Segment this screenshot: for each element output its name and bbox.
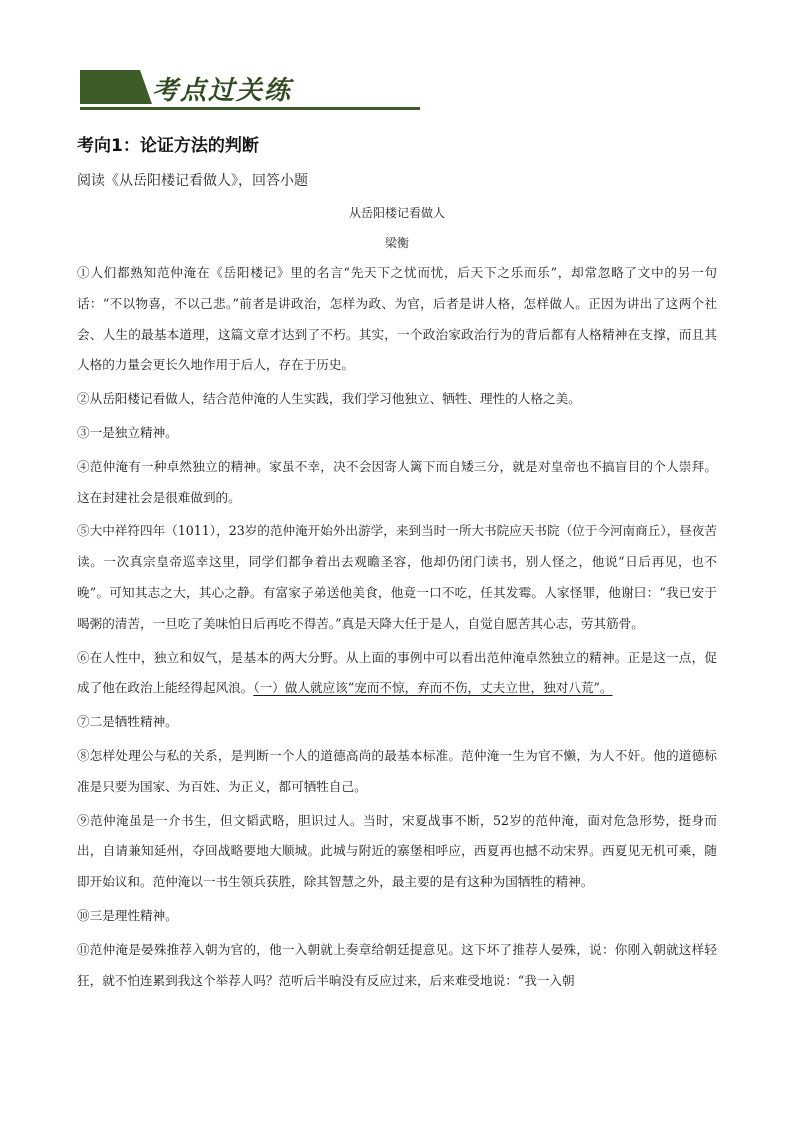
- article-title: 从岳阳楼记看做人: [348, 206, 445, 220]
- paragraph-2: ②从岳阳楼记看做人，结合范仲淹的人生实践，我们学习他独立、牺牲、理性的人格之美。: [77, 391, 581, 407]
- paragraph-3: ③一是独立精神。: [77, 424, 178, 440]
- paragraph-7: ⑦二是牺牲精神。: [77, 714, 178, 730]
- section-heading: 考向1：论证方法的判断: [77, 136, 259, 156]
- paragraph-6: [77, 643, 717, 705]
- banner-ribbon: [80, 70, 152, 104]
- paragraph-10: ⑩三是理性精神。: [77, 907, 178, 923]
- banner-title: 考点过关练: [152, 76, 293, 106]
- paragraph-6-underlined: （一）做人就应该“宠而不惊，弃而不伤，丈夫立世，独对八荒”。: [253, 680, 613, 696]
- paragraph-5: ⑤大中祥符四年（1011），23岁的范仲淹开始外出游学，来到当时一所大书院应天书院（位于今河南商丘），昼夜苦读。一次真宗皇帝巡幸这里，同学们都争着出去观瞻圣容，他却仍闭门读书，别人怪之，他说“日后再见，也不晚”。可知其志之大，其心之静。有富家子弟送他美食，他竟一口不吃，任其发霉。人家怪罪，他谢曰：“我已安于喝粥的清苦，一旦吃了美味怕日后再吃不得苦。”真是天降大任于是人，自觉自愿苦其心志，劳其筋骨。: [77, 523, 717, 631]
- banner-underline: [80, 107, 420, 110]
- article-author: 梁衡: [384, 236, 409, 250]
- paragraph-4: ④范仲淹有一种卓然独立的精神。家虽不幸，决不会因寄人篱下而自矮三分，就是对皇帝也不搞盲目的个人崇拜。这在封建社会是很难做到的。: [77, 458, 717, 505]
- paragraph-9: ⑨范仲淹虽是一介书生，但文韬武略，胆识过人。当时，宋夏战事不断，52岁的范仲淹，面对危急形势，挺身而出，自请兼知延州，夺回战略要地大顺城。此城与附近的寨堡相呼应，西夏再也撼不动宋界。西夏见无机可乘，随即开始议和。范仲淹以一书生领兵获胜，除其智慧之外，最主要的是有这种为国牺牲的精神。: [77, 812, 717, 890]
- paragraph-8: ⑧怎样处理公与私的关系，是判断一个人的道德高尚的最基本标准。范仲淹一生为官不懒，为人不奸。他的道德标准是只要为国家、为百姓、为正义，都可牺牲自己。: [77, 747, 717, 794]
- section-banner: [80, 66, 420, 114]
- reading-instruction: 阅读《从岳阳楼记看做人》，回答小题: [77, 173, 308, 189]
- article-body: [77, 258, 717, 999]
- paragraph-1: ①人们都熟知范仲淹在《岳阳楼记》里的名言“先天下之忧而忧，后天下之乐而乐”，却常忽略了文中的另一句话：“不以物喜，不以己悲。”前者是讲政治，怎样为政、为官，后者是讲人格，怎样做人。正因为讲出了这两个社会、人生的最基本道理，这篇文章才达到了不朽。其实，一个政治家政治行为的背后都有人格精神在支撑，而且其人格的力量会更长久地作用于后人，存在于历史。: [77, 265, 717, 373]
- paragraph-6-text: ⑥在人性中，独立和奴气，是基本的两大分野。从上面的事例中可以看出范仲淹卓然独立的精神。正是这一点，促成了他在政治上能经得起风浪。: [77, 649, 717, 696]
- paragraph-11: ⑪范仲淹是晏殊推荐入朝为官的，他一入朝就上奏章给朝廷提意见。这下坏了推荐人晏殊，说：你刚入朝就这样轻狂，就不怕连累到我这个举荐人吗？范听后半晌没有反应过来，后来难受地说：“我一入朝: [77, 941, 717, 988]
